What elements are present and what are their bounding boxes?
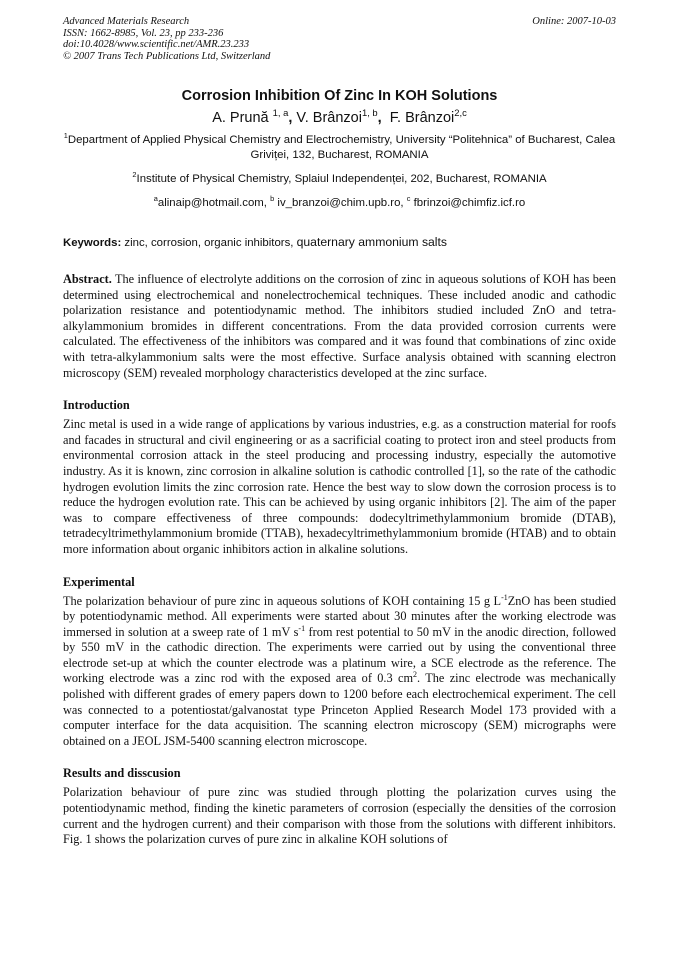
keywords-text: quaternary ammonium salts: [296, 235, 447, 249]
abstract: [63, 272, 616, 381]
keywords: [63, 235, 616, 251]
affiliation: [63, 133, 616, 163]
author-name: A. Prună: [212, 110, 269, 126]
journal-copyright: © 2007 Trans Tech Publications Ltd, Switzerland: [63, 50, 271, 62]
online-date: Online: 2007-10-03: [532, 16, 616, 27]
superscript: 2: [413, 670, 418, 680]
email-link[interactable]: iv_branzoi@chim.upb.ro,: [277, 197, 404, 209]
author-affil-marker: 1, b: [361, 107, 378, 119]
keywords-label: Keywords:: [63, 237, 122, 249]
journal-info: [63, 16, 270, 62]
affiliation: [63, 172, 616, 187]
introduction-paragraph: Zinc metal is used in a wide range of applications by various industries, e.g. as a construction material for roofs and facades in structural and civil engineering or as a sacrificial coating to protect iron and steel products from environmental corrosion attack in the steel producing and processing industry, especially the automotive industry. As it is known, zinc corrosion in alkaline solution is cathodic controlled [1], so the rate of the cathodic hydrogen evolution limits the zinc corrosion rate. Hence the best way to slow down the corrosion process is to reduce the hydrogen evolution rate. This can be achieved by using organic inhibitors [2]. The aim of the paper was to compare effectiveness of three compounds: dodecyltrimethylammonium bromide (DTAB), tetradecyltrimethylammonium bromide (TTAB), hexadecyltrimethylammonium bromide (HTAB) and to obtain more information about organic inhibitors action in alkaline solutions.: [63, 417, 616, 556]
author-affil-marker: 2,c: [454, 107, 467, 119]
abstract-label: Abstract.: [63, 272, 112, 286]
section-heading-experimental: Experimental: [63, 574, 135, 589]
affiliation-text: Institute of Physical Chemistry, Splaiul Independenței, 202, Bucharest, ROMANIA: [136, 173, 547, 185]
author-affil-marker: 1, a: [272, 107, 289, 119]
email-marker: b: [270, 194, 275, 204]
affiliation-number: 2: [132, 170, 137, 180]
affiliation-number: 1: [63, 131, 68, 141]
email-list: [63, 196, 616, 211]
journal-issn: ISSN: 1662-8985, Vol. 23, pp 233-236: [63, 27, 224, 39]
experimental-paragraph: [63, 594, 616, 750]
section-heading-results: Results and disscusion: [63, 766, 181, 781]
author-name: F. Brânzoi: [389, 110, 455, 126]
author-name: V. Brânzoi: [296, 110, 362, 126]
affiliation-text: Department of Applied Physical Chemistry and Electrochemistry, University “Politehnica” of Bucharest, Calea Griviței, 132, Bucharest, ROMANIA: [67, 134, 616, 161]
experimental-text: The polarization behaviour of pure zinc in aqueous solutions of KOH containing 15 g L: [63, 593, 502, 608]
email-link[interactable]: alinaip@hotmail.com,: [157, 197, 267, 209]
superscript: -1: [501, 592, 508, 602]
running-header: [63, 16, 616, 62]
paper-title: Corrosion Inhibition Of Zinc In KOH Solutions: [181, 88, 498, 104]
experimental-text: . The zinc electrode was mechanically polished with different grades of emery papers down to 1200 before each electrochemical experiment. The cell was connected to a potentiostat/galvanostat type Princeton Applied Research Model 173 provided with a computer interface for the data acquisition. The scanning electron microscopy (SEM) micrographs were obtained on a JEOL JSM-5400 scanning electron microscope.: [63, 671, 616, 748]
email-link[interactable]: fbrinzoi@chimfiz.icf.ro: [413, 197, 526, 209]
email-marker: a: [153, 194, 158, 204]
journal-doi: doi:10.4028/www.scientific.net/AMR.23.233: [63, 39, 250, 50]
author-list: A. Prună $^{1, a}$, V. Brânzoi$^{1, b}$, F. Brânzoi$^{2,c}$: [212, 107, 467, 126]
experimental-text: from rest potential to 50 mV in the anodic direction, followed by 550 mV in the cathodic direction. The experiments were carried out by using the conventional three electrode set-up at which the counter electrode was a platinum wire, a SCE electrode as the reference. The working electrode was a zinc rod with the exposed area of 0.3 cm: [63, 624, 616, 686]
experimental-text: ZnO has been studied by potentiodynamic method. All experiments were started about 30 minutes after the working electrode was immersed in solution at a sweep rate of 1 mV s: [63, 593, 616, 639]
section-heading-introduction: Introduction: [63, 398, 130, 413]
keywords-text: zinc, corrosion, organic inhibitors,: [124, 237, 294, 249]
results-paragraph: Polarization behaviour of pure zinc was studied through plotting the polarization curves using the potentiodynamic method, finding the kinetic parameters of corrosion (especially the densities of the corrosion current and the hydrogen current) and their comparison with those from the solutions with different inhibitors. Fig. 1 shows the polarization curves of pure zinc in alkaline KOH solutions of: [63, 785, 616, 847]
journal-name: Advanced Materials Research: [63, 16, 190, 27]
email-marker: c: [406, 194, 411, 204]
superscript: -1: [298, 623, 306, 633]
abstract-text: The influence of electrolyte additions on the corrosion of zinc in aqueous solutions of KOH has been determined using electrochemical and nonelectrochemical techniques. These included anodic and cathodic polarization resistance and potentiodynamic method. The inhibitors studied included ZnO and tetra-alkylammonium bromides in different concentrations. From the data provided corrosion currents were calculated. The effectiveness of the inhibitors was compared and it was found that combinations of zinc oxide with tetra-alkylammonium salts were the most effective. Surface analysis obtained with scanning electron microscopy (SEM) revealed morphology characteristics developed at the zinc surface.: [63, 272, 616, 380]
